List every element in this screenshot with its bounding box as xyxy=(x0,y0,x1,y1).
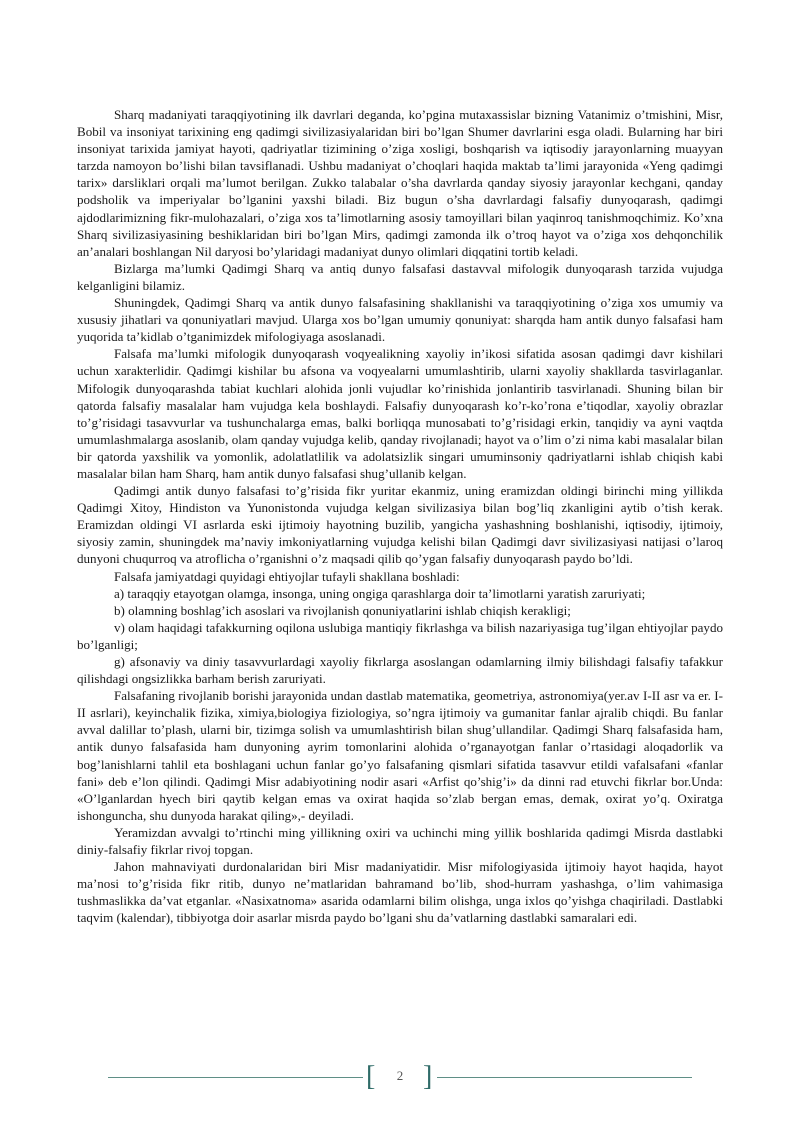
footer-bracket-right: ] xyxy=(423,1061,433,1092)
list-item: g) afsonaviy va diniy tasavvurlardagi xayoliy fikrlarga asoslangan odamlarning ilmiy bilishdagi falsafiy tafakkur qilishdagi ongsizlikka barham berish zaruriyati. xyxy=(77,654,723,687)
footer-rule-left xyxy=(108,1077,363,1078)
footer-rule-right xyxy=(437,1077,692,1078)
page-footer xyxy=(0,1062,800,1092)
paragraph: Bizlarga ma’lumki Qadimgi Sharq va antiq dunyo falsafasi dastavval mifologik dunyoqarash tarzida vujudga kelganligini bilamiz. xyxy=(77,260,723,293)
paragraph: Shuningdek, Qadimgi Sharq va antik dunyo falsafasining shakllanishi va taraqqiyotining o’ziga xos umumiy va xususiy jihatlari va qonuniyatlari mavjud. Ularga xos bo’lgan umumiy qonuniyat: sharqda ham antik dunyo falsafasi ham yuqorida ta’kidlab o’tganimizdek mifologiyaga asoslanadi. xyxy=(77,295,723,345)
document-body xyxy=(77,106,723,927)
page-number: 2 xyxy=(396,1068,404,1083)
paragraph: Falsafaning rivojlanib borishi jarayonida undan dastlab matematika, geometriya, astronomiya(yer.av I-II asr va er. I-II asrlari), keyinchalik fizika, ximiya,biologiya fiziologiya, so’ngra ijtimoiy va gumanitar fanlar ajralib chiqdi. Bu fanlar avval dalillar to’plash, ularni bir, tizimga solish va umumlashtirish bilan shug’ullandilar. Qadimgi Sharq falsafasida ham, antik dunyo falsafasida ham dunyoning ayrim tomonlarini alohida o’rganayotgan fanlar o’rtasidagi aloqadorlik va bog’lanishlarni tahlil eta boshlagani uchun fanlar go’yo falsafaning qismlari sifatida tasavvur etildi vafalsafani «fanlar fani» deb e’lon qilindi. Qadimgi Misr adabiyotining nodir asari «Arfist qo’shig’i» da dinni rad etuvchi fikrlar bor.Unda: «O’lganlardan hyech biri qaytib kelgan emas va oxirat haqida so’zlab bergan emas, demak, oxirat yo’q. Oxiratga ishonguncha, shu dunyoda harakat qiling»,- deyiladi. xyxy=(77,688,723,823)
paragraph: Falsafa ma’lumki mifologik dunyoqarash voqyealikning xayoliy in’ikosi sifatida asosan qadimgi davr kishilari uchun xarakterlidir. Qadimgi kishilar bu afsona va voqyealarni umumlashtirib, ularni xayoliy shakllarda tasvirlaganlar. Mifologik dunyoqarashda tabiat kuchlari alohida jonli vujudlar ko’rinishida jonlantirib tasvirlanadi. Shuning bilan bir qatorda falsafiy masalalar ham vujudga kela boshlaydi. Falsafiy dunyoqarash ko’r-ko’rona e’tiqodlar, xayoliy obrazlar to’g’risidagi tasavvurlar va tushunchalarga emas, balki borliqqa munosabati to’g’risidagi erkin, tanqidiy va ayni vaqtda umumlashmalarga asoslanib, olam qanday vujudga kelib, qanday rivojlanadi; hayot va o’lim o’zi nima kabi masalalar bilan bir qatorda yaxshilik va yomonlik, adolatlatlilik va adolatsizlik singari umuminsoniy qadriyatlarni ishlab chiqish kabi masalalar bilan ham Sharq, ham antik dunyo falsafasi shug’ullanib kelgan. xyxy=(77,346,723,481)
paragraph: Sharq madaniyati taraqqiyotining ilk davrlari deganda, ko’pgina mutaxassislar bizning Vatanimiz o’tmishini, Misr, Bobil va insoniyat tarixining eng qadimgi sivilizasiyalaridan biri bo’lgan Shumer davrlarini esga oladi. Bularning har biri insoniyat tarixida jamiyat hayoti, qadriyatlar tizimining o’ziga xosligi, boshqarish va iqtisodiy jarayonlarning muayyan tarzda namoyon bo’lishi bilan tavsiflanadi. Ushbu madaniyat o’choqlari haqida maktab ta’limi jarayonida «Yeng qadimgi tarix» darsliklari orqali ma’lumot berilgan. Zukko talabalar o’sha davrlarda qanday siyosiy jarayonlar kechgani, qanday podsholik va imperiyalar bo’lganini yaxshi biladi. Biz bugun o’sha davrlardagi falsafiy dunyoqarash, qadimgi ajdodlarimizning fikr-mulohazalari, o’ziga xos ta’limotlarning asosiy tamoyillari bilan yaqinroq tanishmoqchimiz. Ko’xna Sharq sivilizasiyasining beshiklaridan biri bo’lgan Mirs, qadimgi zamonda ilk o’troq hayot va o’ziga xos dehqonchilik an’analari boshlangan Nil daryosi bo’ylaridagi madaniyat dunyo olimlari diqqatini tortib keladi. xyxy=(77,107,723,259)
list-item: v) olam haqidagi tafakkurning oqilona uslubiga mantiqiy fikrlashga va bilish nazariyasiga tug’ilgan ehtiyojlar paydo bo’lganligi; xyxy=(77,619,723,652)
paragraph: Falsafa jamiyatdagi quyidagi ehtiyojlar tufayli shakllana boshladi: xyxy=(114,568,460,584)
footer-bracket-left: [ xyxy=(366,1061,376,1092)
paragraph: Yeramizdan avvalgi to’rtinchi ming yillikning oxiri va uchinchi ming yillik boshlarida qadimgi Misrda dastlabki diniy-falsafiy fikrlar rivoj topgan. xyxy=(77,824,723,858)
list-item: b) olamning boshlag’ich asoslari va rivojlanish qonuniyatlarini ishlab chiqish kerakligi; xyxy=(114,602,571,618)
paragraph: Qadimgi antik dunyo falsafasi to’g’risida fikr yuritar ekanmiz, uning eramizdan oldingi birinchi ming yillikda Qadimgi Xitoy, Hindiston va Yunonistonda vujudga kelgan sivilizasiya bilan bog’liq zkanligini aytib o’tish kerak. Eramizdan oldingi VI asrlarda eski ijtimoiy hayotning buzilib, yangicha yashashning boshlanishi, iqtisodiy, ijtimoiy, siyosiy zamin, shuningdek ma’naviy imkoniyatlarning vujudga kelishi bilan Qadimgi davr sivilizasiyasi natijasi o’laroq dunyoni chuqurroq va atroflicha o’rganishni o’z maqsadi qilib qo’ygan falsafiy dunyoqarash paydo bo’ldi. xyxy=(77,483,723,567)
list-item: a) taraqqiy etayotgan olamga, insonga, uning ongiga qarashlarga doir ta’limotlarni yaratish zaruriyati; xyxy=(114,585,646,601)
paragraph: Jahon mahnaviyati durdonalaridan biri Misr madaniyatidir. Misr mifologiyasida ijtimoiy hayot haqida, hayot ma’nosi to’g’risida fikr ritib, dunyo ne’matlaridan bahramand bo’lib, shod-hurram yashashga, o’lim vahimasiga tushmaslikka da’vat etganlar. «Nasixatnoma» asarida odamlarni bilim olishga, unga ixlos qo’yishga chaqiriladi. Dastlabki taqvim (kalendar), tibbiyotga doir asarlar misrda paydo bo’lgani shu da’vatlarning dastlabki samaralari edi. xyxy=(77,859,723,926)
